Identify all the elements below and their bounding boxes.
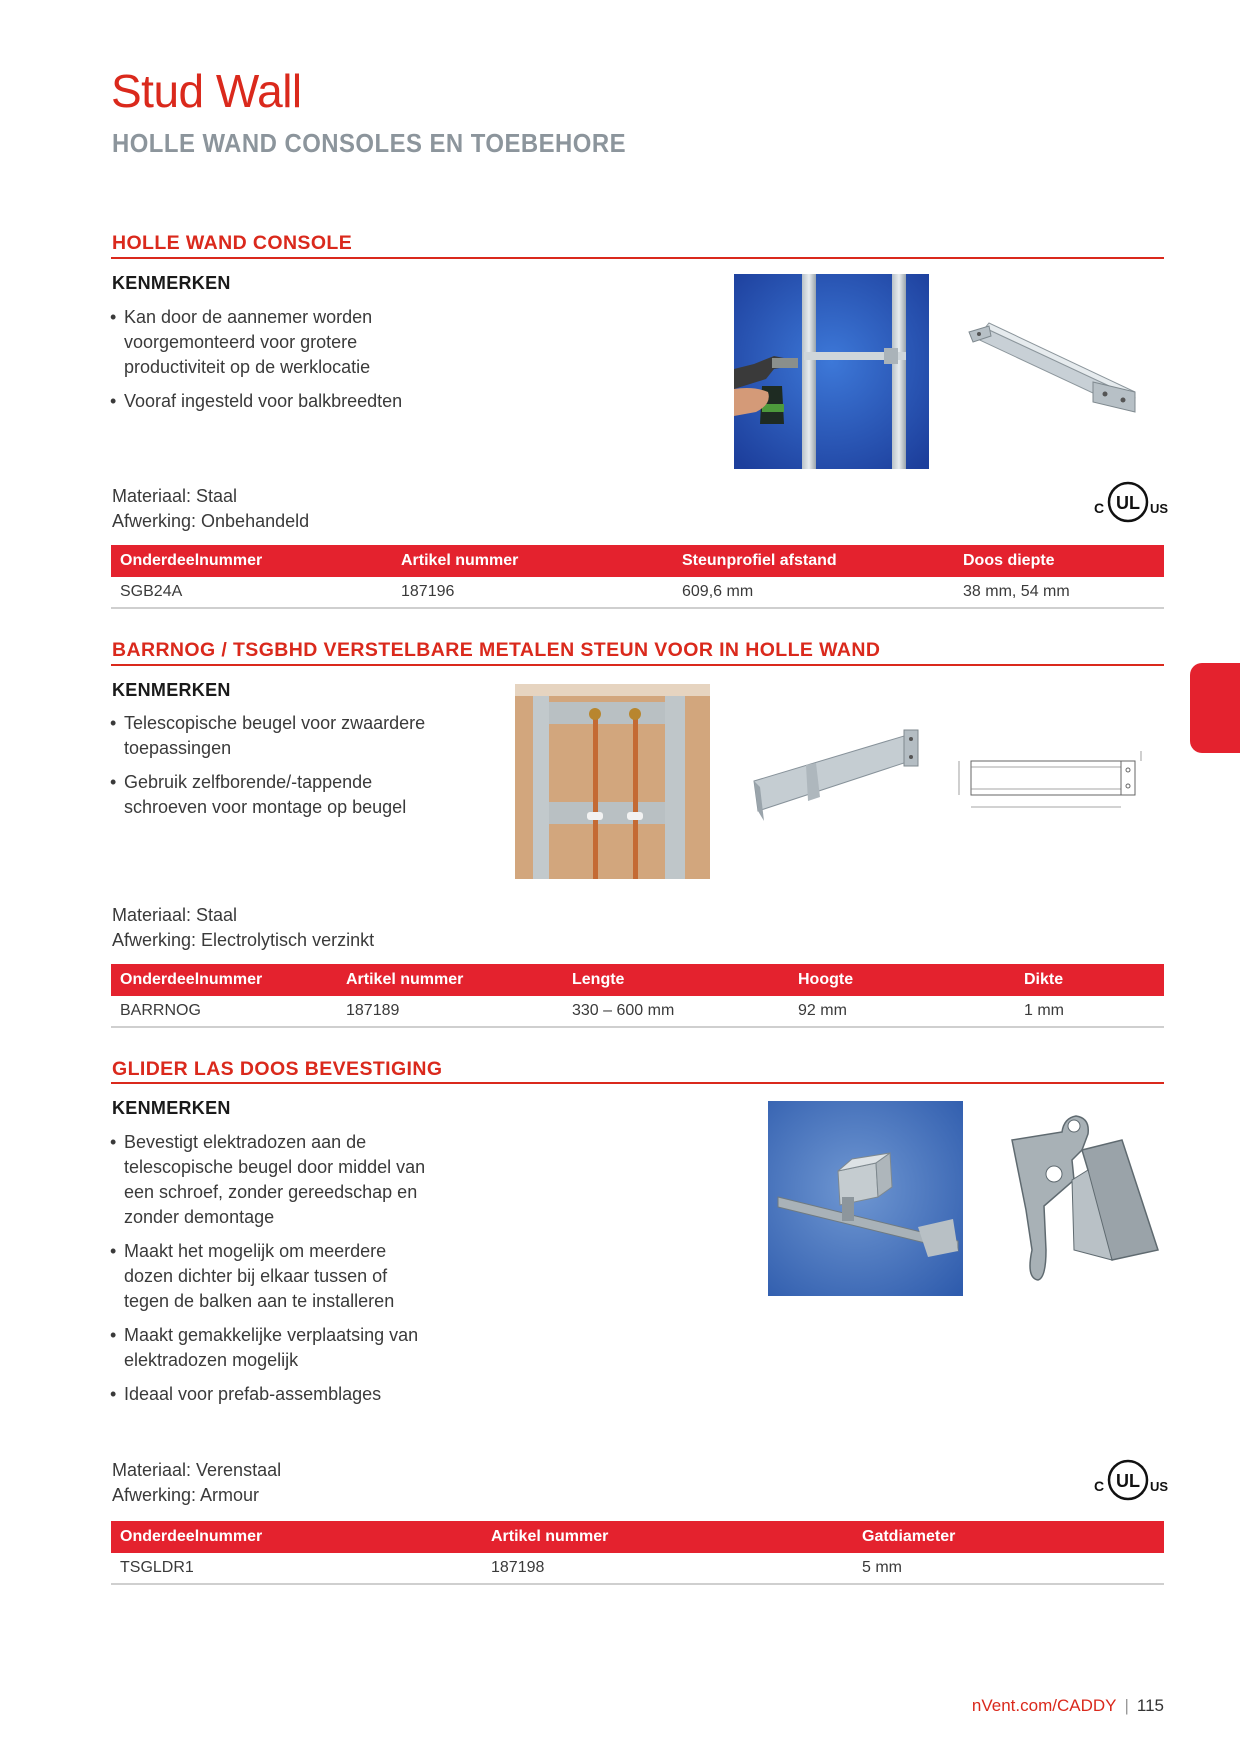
table-header: Onderdeelnummer: [111, 964, 337, 996]
features-heading: KENMERKEN: [112, 273, 231, 293]
cul-us-mark: [1086, 480, 1170, 524]
table-header: Dikte: [1015, 964, 1164, 996]
table-header: Lengte: [563, 964, 789, 996]
table-cell: 187198: [482, 1553, 853, 1584]
technical-drawing-barrnog: [955, 745, 1150, 815]
table-header: Artikel nummer: [337, 964, 563, 996]
table-row: [111, 996, 1164, 1027]
ul-left: C: [1094, 1478, 1105, 1494]
table-header: Gatdiameter: [853, 1521, 1164, 1553]
material-info: [112, 1458, 281, 1508]
table-cell: 187189: [337, 996, 563, 1027]
table-header: Artikel nummer: [392, 545, 673, 577]
table-row: [111, 1553, 1164, 1584]
product-photo-installation: [734, 274, 929, 469]
table-header: Hoogte: [789, 964, 1015, 996]
ul-center: UL: [1116, 1471, 1140, 1491]
ul-left: C: [1094, 500, 1105, 516]
table-row: [111, 577, 1164, 608]
feature-item: • Bevestigt elektradozen aan de telescopische beugel door middel van een schroef, zonder gereedschap en zonder demontage: [110, 1130, 430, 1230]
page-title: Stud Wall: [111, 65, 302, 117]
table-header-row: [111, 964, 1164, 996]
table-cell: 1 mm: [1015, 996, 1164, 1027]
feature-item: • Kan door de aannemer worden voorgemonteerd voor grotere productiviteit op de werklocatie: [110, 305, 410, 380]
feature-item: • Vooraf ingesteld voor balkbreedten: [110, 389, 410, 414]
table-cell: BARRNOG: [111, 996, 337, 1027]
material-text: Materiaal: Staal: [112, 486, 238, 506]
section-title-holle-wand-console: HOLLE WAND CONSOLE: [112, 232, 353, 254]
product-photo-console: [965, 320, 1145, 420]
table-header-row: [111, 1521, 1164, 1553]
table-cell: 38 mm, 54 mm: [954, 577, 1164, 608]
material-text: Materiaal: Verenstaal: [112, 1460, 282, 1480]
table-cell: SGB24A: [111, 577, 392, 608]
ul-right: US: [1150, 1479, 1169, 1494]
table-cell: 5 mm: [853, 1553, 1164, 1584]
table-header: Onderdeelnummer: [111, 545, 392, 577]
product-photo-glider-install: [768, 1101, 963, 1296]
feature-item: • Gebruik zelfborende/-tappende schroeven voor montage op beugel: [110, 770, 430, 820]
spec-table-barrnog: [111, 964, 1164, 1028]
table-header: Artikel nummer: [482, 1521, 853, 1553]
section-title-glider: GLIDER LAS DOOS BEVESTIGING: [112, 1058, 443, 1080]
table-header: Doos diepte: [954, 545, 1164, 577]
table-cell: 187196: [392, 577, 673, 608]
finish-text: Afwerking: Armour: [112, 1485, 260, 1505]
table-cell: TSGLDR1: [111, 1553, 482, 1584]
page-subtitle: HOLLE WAND CONSOLES EN TOEBEHORE: [112, 128, 626, 158]
table-cell: 609,6 mm: [673, 577, 954, 608]
chapter-tab: [1190, 663, 1240, 753]
features-list: [110, 305, 410, 423]
table-header: Steunprofiel afstand: [673, 545, 954, 577]
section-title-barrnog: BARRNOG / TSGBHD VERSTELBARE METALEN STEUN VOOR IN HOLLE WAND: [112, 639, 881, 661]
table-header-row: [111, 545, 1164, 577]
cul-us-mark: [1086, 1458, 1170, 1502]
spec-table-holle-wand-console: [111, 545, 1164, 609]
ul-center: UL: [1116, 493, 1140, 513]
feature-item: • Telescopische beugel voor zwaardere toepassingen: [110, 711, 430, 761]
material-info: [112, 903, 374, 953]
product-photo-glider-clip: [1002, 1110, 1162, 1285]
finish-text: Afwerking: Electrolytisch verzinkt: [112, 930, 375, 950]
table-cell: 330 – 600 mm: [563, 996, 789, 1027]
footer-link[interactable]: nVent.com/CADDY: [971, 1696, 1117, 1715]
features-list: [110, 1130, 430, 1416]
feature-item: • Maakt het mogelijk om meerdere dozen dichter bij elkaar tussen of tegen de balken aan te installeren: [110, 1239, 430, 1314]
features-heading: KENMERKEN: [112, 1098, 231, 1118]
product-photo-pipes: [515, 684, 710, 879]
features-heading: KENMERKEN: [112, 680, 231, 700]
material-text: Materiaal: Staal: [112, 905, 238, 925]
ul-right: US: [1150, 501, 1169, 516]
feature-item: • Ideaal voor prefab-assemblages: [110, 1382, 430, 1407]
features-list: [110, 711, 430, 829]
section-rule: [111, 257, 1164, 259]
product-photo-barrnog: [746, 725, 931, 835]
table-cell: 92 mm: [789, 996, 1015, 1027]
section-rule: [111, 1082, 1164, 1084]
table-header: Onderdeelnummer: [111, 1521, 482, 1553]
page-number: 115: [1136, 1696, 1164, 1715]
footer-separator: |: [1124, 1696, 1129, 1715]
spec-table-glider: [111, 1521, 1164, 1585]
feature-item: • Maakt gemakkelijke verplaatsing van elektradozen mogelijk: [110, 1323, 430, 1373]
finish-text: Afwerking: Onbehandeld: [112, 511, 310, 531]
page-footer: [972, 1696, 1164, 1716]
material-info: [112, 484, 309, 534]
section-rule: [111, 664, 1164, 666]
